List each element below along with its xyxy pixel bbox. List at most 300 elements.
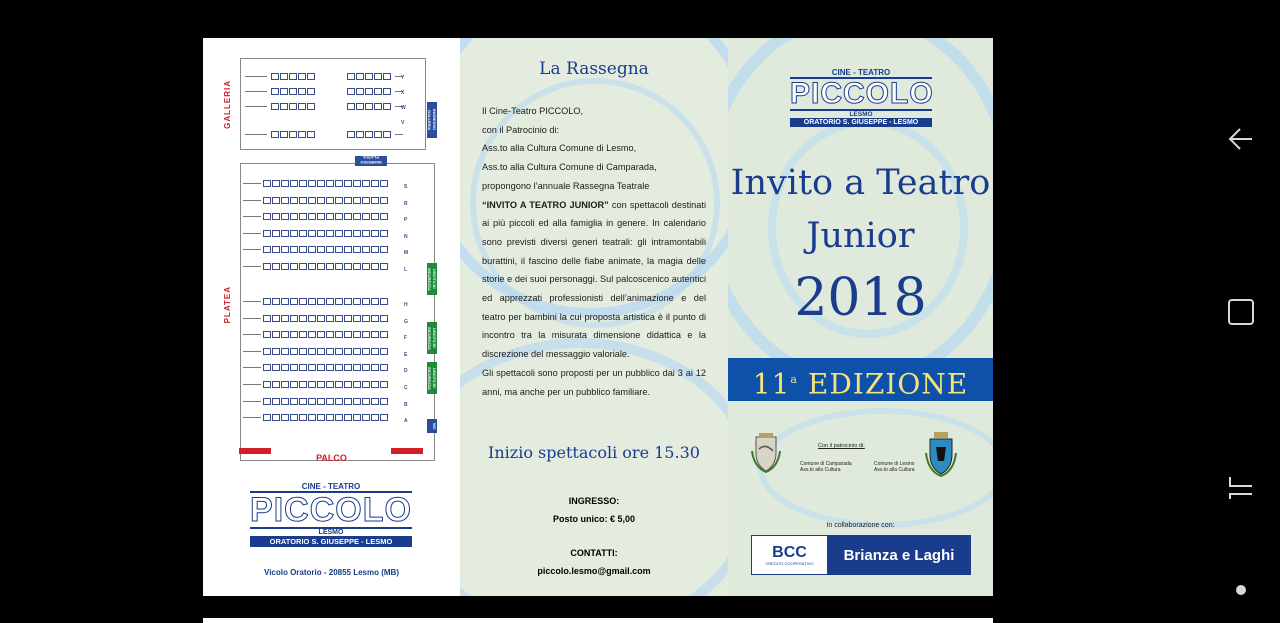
row-line [245,106,267,107]
seat [380,364,388,371]
seat [290,364,298,371]
seat [365,103,373,110]
seat [326,263,334,270]
description-text [482,102,706,401]
intro-line: Il Cine-Teatro PICCOLO, [482,106,584,116]
seat [317,230,325,237]
seat [280,131,288,138]
patron-camparada-line: Ass.to alla Cultura [800,467,841,473]
gallery-entrance-sign: INGRESSO GALLERIA [427,102,437,138]
logo-name: PICCOLO [250,491,412,529]
contact-email: piccolo.lesmo@gmail.com [537,566,651,576]
seat [289,88,297,95]
seat [272,331,280,338]
seat [362,348,370,355]
seat [380,315,388,322]
seat [353,398,361,405]
header-logo [790,68,932,127]
stalls-seat-row [263,213,388,220]
seat [326,298,334,305]
seat [353,180,361,187]
seat [335,331,343,338]
seat [272,348,280,355]
row-line [243,417,261,418]
price-text: Posto unico: € 5,00 [552,514,636,524]
seat [383,88,391,95]
seat [353,315,361,322]
seat [272,398,280,405]
row-line [245,134,267,135]
seat [353,263,361,270]
seat [299,398,307,405]
gallery-seat-row [347,131,391,138]
seat [344,414,352,421]
seat [371,246,379,253]
row-line [243,301,261,302]
seat [326,364,334,371]
row-letter: V [401,120,405,126]
seat [371,180,379,187]
seat [344,381,352,388]
seat [299,381,307,388]
seat [374,88,382,95]
seat [335,246,343,253]
seat [317,398,325,405]
row-letter: X [401,90,405,96]
seat [308,348,316,355]
row-letter: L [404,266,408,273]
row-line [243,216,261,217]
seat [308,230,316,237]
seat [353,348,361,355]
seat [317,364,325,371]
seat [380,230,388,237]
seat [317,246,325,253]
seat [280,73,288,80]
seat [356,88,364,95]
seat [326,398,334,405]
stalls-seat-row [263,315,388,322]
seat [263,414,271,421]
seat [353,197,361,204]
seat [353,414,361,421]
seat [347,73,355,80]
seat [335,230,343,237]
row-letter: D [404,368,408,375]
intro-line: con il Patrocinio di: [482,124,560,135]
seat [362,315,370,322]
seat [317,263,325,270]
seat [353,298,361,305]
seat [362,230,370,237]
patron-camparada-line: Comune di Camparada [800,461,852,467]
seat [371,381,379,388]
gallery-seat-row [347,103,391,110]
seat [281,315,289,322]
stalls-seat-row [263,230,388,237]
seat [308,331,316,338]
seat [290,197,298,204]
seat [317,197,325,204]
stalls-seat-row [263,263,388,270]
row-letter: H [404,302,408,308]
camparada-crest-icon [750,431,782,473]
seat [365,131,373,138]
seat [371,298,379,305]
bcc-subtext: CREDITO COOPERATIVO [765,560,814,566]
row-letter: Y [401,75,405,81]
logo-cine: CINE - TEATRO [831,68,891,77]
seat [326,331,334,338]
row-line [243,384,261,385]
seat [281,263,289,270]
seat [299,298,307,305]
seat [271,103,279,110]
lower-row-letters [404,297,408,430]
row-line [243,266,261,267]
seat [263,197,271,204]
audience-text: Gli spettacoli sono proposti per un pubblico dai 3 ai 12 anni, ma anche per un pubblico familiare. [482,367,706,397]
back-icon[interactable] [1226,124,1256,154]
seat [263,298,271,305]
seat [344,197,352,204]
seat [308,414,316,421]
event-name: “INVITO A TEATRO JUNIOR” [482,199,609,210]
seat [298,131,306,138]
seat [326,180,334,187]
seat [272,180,280,187]
seat [353,246,361,253]
seat [371,364,379,371]
seat [272,230,280,237]
seat [374,73,382,80]
gallery-seat-row [271,131,315,138]
seat [344,263,352,270]
row-letter: S [404,184,408,190]
seat [353,381,361,388]
seat [344,180,352,187]
seating-panel [203,38,460,596]
seat [335,364,343,371]
stalls-seat-row [263,348,388,355]
seat [380,180,388,187]
row-line [243,367,261,368]
seat [289,131,297,138]
seat [263,213,271,220]
seat [299,364,307,371]
seat [362,180,370,187]
seat [326,230,334,237]
seat [371,398,379,405]
seat [298,73,306,80]
upper-row-letters [404,179,408,279]
seat [289,103,297,110]
seat [308,263,316,270]
stalls-seat-row [263,381,388,388]
logo-lesmo: LESMO [849,111,873,118]
seat [317,180,325,187]
row-line [395,134,403,135]
seat [271,88,279,95]
footer-logo [250,482,412,547]
seat [299,180,307,187]
bank-name: Brianza e Laghi [828,536,970,574]
seat [365,88,373,95]
seat [307,73,315,80]
gallery-label: GALLERIA [223,80,232,129]
seat [353,213,361,220]
stage-label: PALCO [316,453,347,463]
collab-label: In collaborazione con: [826,522,895,529]
start-time: Inizio spettacoli ore 15.30 [488,443,700,462]
stalls-label: PLATEA [223,286,232,324]
seat [308,180,316,187]
seat [362,414,370,421]
row-letter: N [404,233,408,240]
seat [335,348,343,355]
seat [272,197,280,204]
seat [380,197,388,204]
seat [272,414,280,421]
seat [344,348,352,355]
seat [335,315,343,322]
patron-lesmo [874,461,915,473]
seat [281,246,289,253]
row-line [245,76,267,77]
seat [347,103,355,110]
seat [317,381,325,388]
row-line [245,91,267,92]
seat [383,131,391,138]
seat [307,88,315,95]
dot-icon[interactable] [1226,575,1256,605]
seat [272,213,280,220]
seat [299,230,307,237]
seat [371,197,379,204]
seat [326,414,334,421]
seat [371,315,379,322]
seat [380,331,388,338]
seat [272,263,280,270]
seat [263,315,271,322]
address: Vicolo Oratorio - 20855 Lesmo (MB) [264,568,399,577]
seat [281,331,289,338]
seat [272,246,280,253]
edition-word: EDIZIONE [807,367,969,401]
seat [362,298,370,305]
seat [344,315,352,322]
gallery-seat-row [347,88,391,95]
seat [299,263,307,270]
recent-apps-icon[interactable] [1226,297,1256,327]
seat [380,213,388,220]
seat [281,398,289,405]
seat [281,298,289,305]
seat [272,381,280,388]
seat [371,414,379,421]
seat [380,414,388,421]
seat [281,348,289,355]
seat [317,331,325,338]
seat [380,246,388,253]
seat [335,381,343,388]
row-letter: W [401,105,406,111]
seat [263,331,271,338]
edition-band [728,358,993,401]
seat [344,364,352,371]
seat [380,381,388,388]
row-line [243,200,261,201]
seat [353,331,361,338]
seat [298,88,306,95]
seat [317,315,325,322]
seat [308,381,316,388]
gallery-seat-row [271,88,315,95]
next-page-strip [203,618,993,623]
seat [307,103,315,110]
seat [347,88,355,95]
stalls-seat-row [263,414,388,421]
stalls-seat-row [263,398,388,405]
seat [299,197,307,204]
seat [290,381,298,388]
seat [326,315,334,322]
seat [272,298,280,305]
year: 2018 [794,268,927,328]
stalls-seat-row [263,180,388,187]
seat [371,230,379,237]
seat [308,213,316,220]
stalls-seat-row [263,331,388,338]
stalls-seat-row [263,364,388,371]
seat [374,103,382,110]
seat [380,398,388,405]
seat [356,103,364,110]
seat [335,263,343,270]
seat [290,348,298,355]
row-letter: B [404,401,408,408]
seat [263,381,271,388]
patron-camparada [800,461,852,473]
logo-lesmo: LESMO [318,529,344,536]
info-panel [460,38,728,596]
row-line [243,334,261,335]
gallery-row-letters [401,71,406,131]
seat [281,230,289,237]
seat [290,331,298,338]
seat [362,263,370,270]
seat [317,414,325,421]
stalls-seat-row [263,197,388,204]
section-title: La Rassegna [539,59,649,79]
seat [299,246,307,253]
seat [290,298,298,305]
seat [317,298,325,305]
seat [362,381,370,388]
bcc-text: BCC [772,543,807,561]
gallery-seat-row [347,73,391,80]
seat [290,414,298,421]
row-letter: E [404,351,408,358]
row-letter: R [404,200,408,207]
seat [263,180,271,187]
seat [263,398,271,405]
row-letter: C [404,384,408,391]
seat [307,131,315,138]
row-letter: G [404,318,408,325]
logo-cine: CINE - TEATRO [301,482,361,491]
row-line [243,318,261,319]
bcc-mark [752,536,828,574]
seat [371,213,379,220]
seat [272,315,280,322]
seat [271,131,279,138]
seat [374,131,382,138]
seat [356,131,364,138]
seat [290,230,298,237]
sponsor-logo [751,535,971,575]
seat [308,197,316,204]
seat [353,364,361,371]
seat [344,398,352,405]
title-line-1: Invito a Teatro [730,163,991,203]
seat [344,213,352,220]
seat [290,246,298,253]
brochure [203,38,993,596]
seat [335,197,343,204]
seat [335,180,343,187]
logo-oratorio: ORATORIO S. GIUSEPPE - LESMO [790,118,932,127]
seat [335,398,343,405]
seat [281,364,289,371]
intro-line: Ass.to alla Cultura Comune di Lesmo, [482,143,637,154]
row-line [243,401,261,402]
seat [280,88,288,95]
edition-number: 11 [752,367,791,401]
description-body: con spettacoli destinati ai più piccoli ed alla famiglia in genere. In calendario sono previsti diversi generi teatrali: gli intramontabili burattini, il fascino delle fiabe animate, la magia delle storie e dei suoi personaggi. Sul palcoscenico autentici ed apprezzati professionisti dell’animazione e del teatro per bambini la cui proposta artistica è il punto di incontro tra la misurata dimensione didattica e la discrezione del messaggio valoriale. [482,199,706,360]
logo-oratorio: ORATORIO S. GIUSEPPE - LESMO [250,536,412,547]
emergency-exit-1: USCITA DI SICUREZZA [427,263,437,295]
seat [335,213,343,220]
seat [353,230,361,237]
seat [380,298,388,305]
gallery-seat-row [271,73,315,80]
switch-icon[interactable] [1226,472,1256,502]
row-line [243,249,261,250]
intro-line: propongono l’annuale Rassegna Teatrale [482,180,650,191]
seat [335,414,343,421]
seat [380,348,388,355]
seat [317,213,325,220]
seat [362,246,370,253]
seat [289,73,297,80]
gallery-frame [240,58,426,150]
seat [271,73,279,80]
seat [371,348,379,355]
seat [299,213,307,220]
seat [308,246,316,253]
seat [272,364,280,371]
seat [362,213,370,220]
row-letter: A [404,418,408,425]
row-letter: F [404,335,408,342]
seat [299,348,307,355]
seat [371,331,379,338]
patron-title: Con il patrocinio di: [818,443,865,449]
seat [281,414,289,421]
seat [308,298,316,305]
seat [344,331,352,338]
